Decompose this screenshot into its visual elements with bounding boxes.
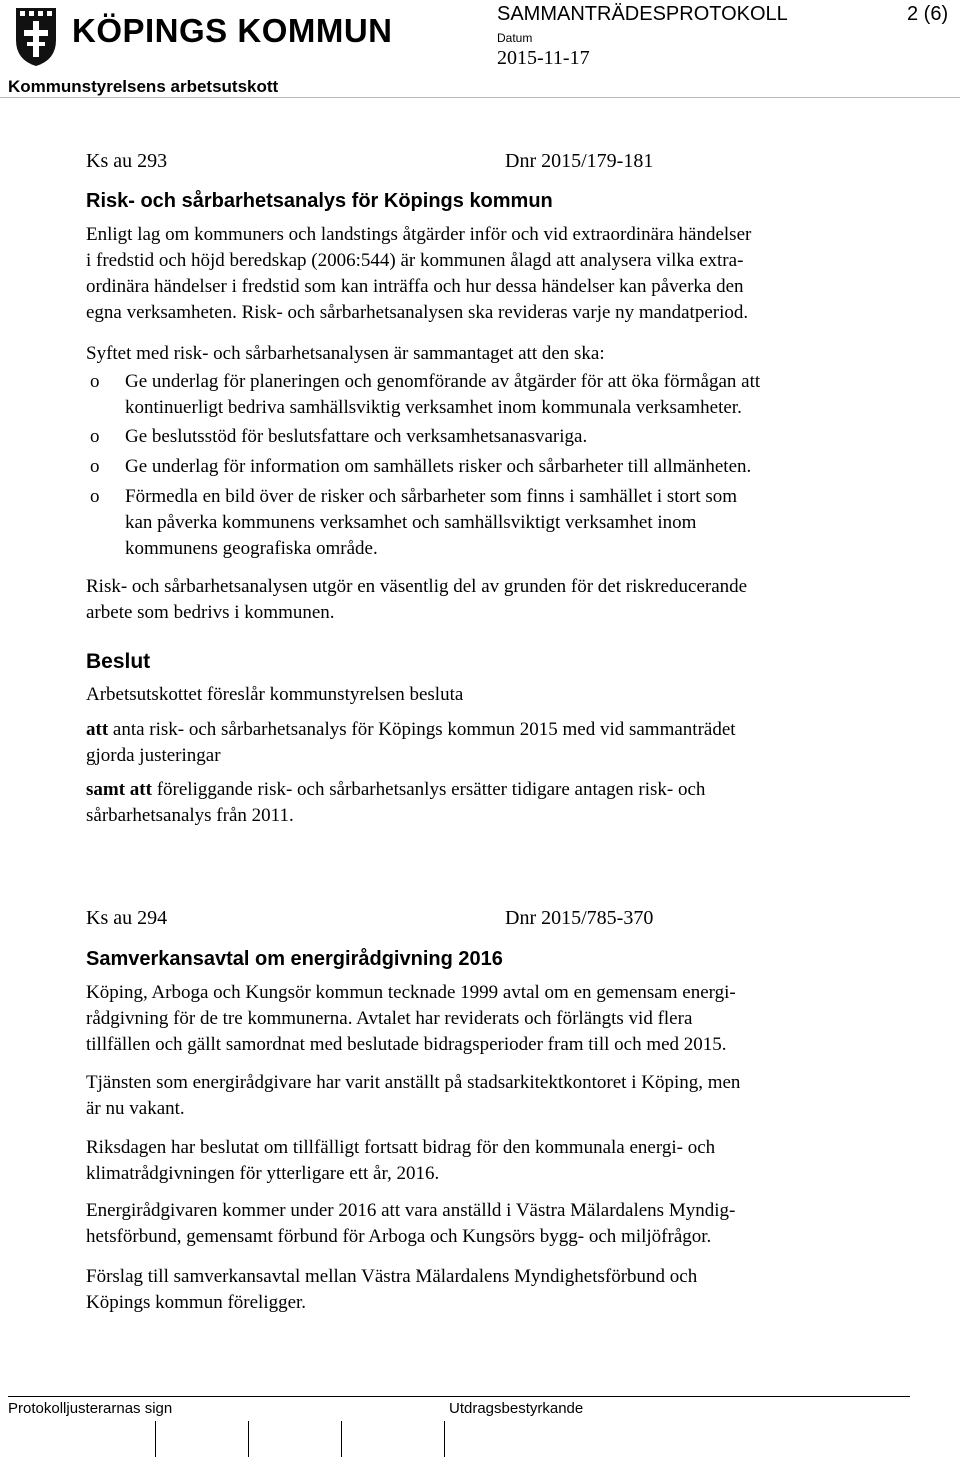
summary-line: arbete som bedrivs i kommunen. <box>86 602 335 623</box>
signature-box-divider <box>155 1421 156 1457</box>
decision-keyword: att <box>86 719 109 740</box>
paragraph-line: hetsförbund, gemensamt förbund för Arboga och Kungsörs bygg- och miljöfrågor. <box>86 1226 712 1247</box>
bullet-line: Ge beslutsstöd för beslutsfattare och verksamhetsanasvariga. <box>125 426 588 447</box>
diary-number: Dnr 2015/179-181 <box>505 150 654 172</box>
decision-text: föreliggande risk- och sårbarhetsanlys ersätter tidigare antagen risk- och <box>151 779 706 800</box>
page-number: 2 (6) <box>907 3 949 25</box>
bullet-line: Ge underlag för planeringen och genomförande av åtgärder för att öka förmågan att <box>125 371 761 392</box>
paragraph-line: rådgivning för de tre kommunerna. Avtalet har reviderats och förlängts vid flera <box>86 1008 693 1029</box>
committee-name: Kommunstyrelsens arbetsutskott <box>8 77 279 96</box>
paragraph-line: Energirådgivaren kommer under 2016 att vara anställd i Västra Mälardalens Myndig- <box>86 1200 736 1221</box>
date-value: 2015-11-17 <box>497 47 590 69</box>
section-title: Samverkansavtal om energirådgivning 2016 <box>86 948 503 970</box>
summary-line: Risk- och sårbarhetsanalysen utgör en väsentlig del av grunden för det riskreducerande <box>86 576 748 597</box>
bullet-line: kommunens geografiska område. <box>125 538 378 559</box>
signature-label: Protokolljusterarnas sign <box>8 1400 173 1417</box>
decision-line: gjorda justeringar <box>86 745 221 766</box>
paragraph-line: Förslag till samverkansavtal mellan Västra Mälardalens Myndighetsförbund och <box>86 1266 698 1287</box>
decision-keyword: samt att <box>86 779 152 800</box>
bullet-line: Förmedla en bild över de risker och sårbarheter som finns i samhället i stort som <box>125 486 738 507</box>
bullet-marker: o <box>90 486 100 507</box>
signature-box-divider <box>248 1421 249 1457</box>
paragraph-line: Tjänsten som energirådgivare har varit anställt på stadsarkitektkontoret i Köping, men <box>86 1072 741 1093</box>
bullet-marker: o <box>90 426 100 447</box>
extract-label: Utdragsbestyrkande <box>449 1400 584 1417</box>
purpose-intro: Syftet med risk- och sårbarhetsanalysen är sammantaget att den ska: <box>86 343 605 364</box>
bullet-line: Ge underlag för information om samhällets risker och sårbarheter till allmänheten. <box>125 456 752 477</box>
decision-heading: Beslut <box>86 650 151 673</box>
paragraph-line: klimatrådgivningen för ytterligare ett år, 2016. <box>86 1163 440 1184</box>
bullet-line: kontinuerligt bedriva samhällsviktig verksamhet inom kommunala verksamheter. <box>125 397 742 418</box>
header-divider <box>0 97 960 98</box>
signature-box-divider <box>341 1421 342 1457</box>
decision-line: sårbarhetsanalys från 2011. <box>86 805 294 826</box>
intro-line: i fredstid och höjd beredskap (2006:544) är kommunen ålagd att analysera vilka extra- <box>86 250 744 271</box>
footer-divider <box>8 1396 910 1397</box>
section-title: Risk- och sårbarhetsanalys för Köpings kommun <box>86 190 553 212</box>
decision-text: anta risk- och sårbarhetsanalys för Köpings kommun 2015 med vid sammanträdet <box>108 719 736 740</box>
intro-line: ordinära händelser i fredstid som kan inträffa och hur dessa händelser kan påverka den <box>86 276 744 297</box>
document-type: SAMMANTRÄDESPROTOKOLL <box>497 3 788 25</box>
bullet-marker: o <box>90 371 100 392</box>
case-number: Ks au 294 <box>86 907 168 929</box>
paragraph-line: Riksdagen har beslutat om tillfälligt fortsatt bidrag för den kommunala energi- och <box>86 1137 716 1158</box>
bullet-line: kan påverka kommunens verksamhet och samhällsviktigt verksamhet inom <box>125 512 697 533</box>
decision-item <box>86 717 736 743</box>
bullet-marker: o <box>90 456 100 477</box>
coat-of-arms-icon <box>16 8 56 66</box>
diary-number: Dnr 2015/785-370 <box>505 907 654 929</box>
intro-line: Enligt lag om kommuners och landstings åtgärder inför och vid extraordinära händelser <box>86 224 752 245</box>
paragraph-line: är nu vakant. <box>86 1098 185 1119</box>
org-name: KÖPINGS KOMMUN <box>72 12 393 49</box>
date-label: Datum <box>497 31 533 45</box>
paragraph-line: Köping, Arboga och Kungsör kommun tecknade 1999 avtal om en gemensam energi- <box>86 982 736 1003</box>
case-number: Ks au 293 <box>86 150 168 172</box>
paragraph-line: tillfällen och gällt samordnat med beslutade bidragsperioder fram till och med 2015. <box>86 1034 727 1055</box>
decision-intro: Arbetsutskottet föreslår kommunstyrelsen besluta <box>86 684 464 705</box>
decision-item <box>86 777 705 803</box>
intro-line: egna verksamheten. Risk- och sårbarhetsanalysen ska revideras varje ny mandatperiod. <box>86 302 749 323</box>
signature-box-divider <box>444 1421 445 1457</box>
paragraph-line: Köpings kommun föreligger. <box>86 1292 307 1313</box>
